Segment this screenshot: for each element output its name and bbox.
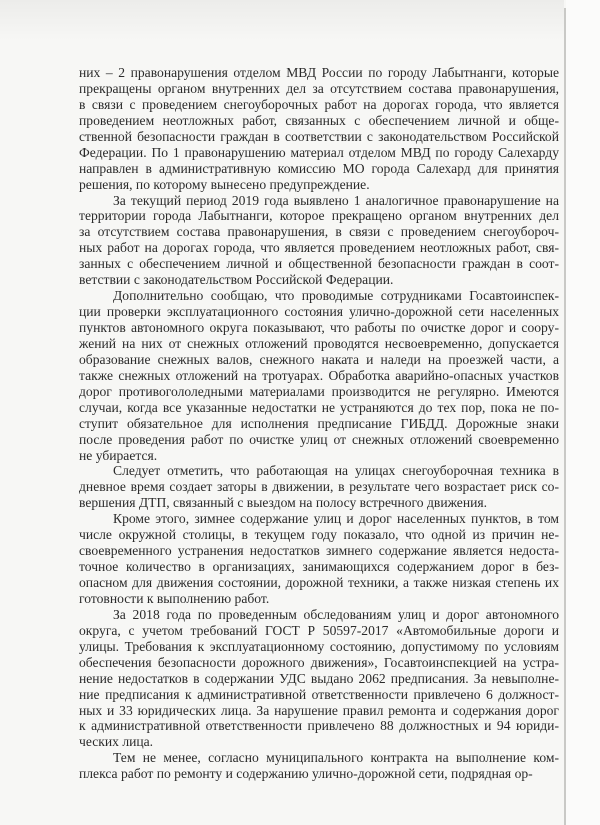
- text-line: ственной безопасности граждан в соответствии с законодательством Российской: [79, 128, 559, 144]
- text-line: Кроме этого, зимнее содержание улиц и дорог населенных пунктов, в том: [113, 511, 559, 527]
- text-line: направлен в административную комиссию МО города Салехард для принятия: [79, 160, 559, 176]
- text-line: опасном для движения состоянии, дорожной техники, а также низкая степень их: [79, 575, 559, 590]
- paragraph: [79, 65, 559, 193]
- text-line: них – 2 правонарушения отделом МВД России по городу Лабытнанги, которые: [79, 65, 559, 80]
- text-line: в связи с проведением снегоуборочных работ на дорогах города, что является: [79, 96, 559, 112]
- text-line: вершения ДТП, связанный с выездом на полосу встречного движения.: [79, 495, 488, 511]
- scan-background-right: [566, 0, 600, 825]
- text-line: ции проверки эксплуатационного состояния улично-дорожной сети населенных: [79, 304, 559, 320]
- text-line: Следует отметить, что работающая на улицах снегоуборочная техника в: [113, 463, 559, 479]
- scan-shadow-top: [0, 0, 564, 40]
- text-line: Тем не менее, согласно муниципального контракта на выполнение ком-: [113, 750, 559, 766]
- text-line: территории города Лабытнанги, которое прекращено органом внутренних дел: [79, 208, 559, 224]
- text-line: ветствии с законодательством Российской Федерации.: [79, 272, 394, 288]
- text-line: Федерации. По 1 правонарушению материал отделом МВД по городу Салехарду: [79, 144, 559, 160]
- text-line: своевременного устранения недостатков зимнего содержание является недоста-: [79, 543, 559, 559]
- text-line: ступит обязательное для исполнения предписание ГИБДД. Дорожные знаки: [79, 415, 559, 431]
- text-line: ческих лица.: [79, 734, 154, 750]
- text-line: За 2018 года по проведенным обследованиям улиц и дорог автономного: [113, 606, 559, 622]
- text-line: к административной ответственности привлечено 88 должностных и 94 юриди-: [79, 718, 559, 734]
- text-line: пунктов автономного округа показывают, что работы по очистке дорог и соору-: [79, 320, 559, 335]
- paragraph: [79, 193, 559, 289]
- text-line: обеспечения безопасности дорожного движения», Госавтоинспекцией на устра-: [79, 654, 559, 670]
- text-line: нение недостатков в содержании УДС выдано 2062 предписания. За невыполне-: [79, 670, 559, 686]
- paragraph: [79, 607, 559, 750]
- text-line: плекса работ по ремонту и содержанию улично-дорожной сети, подрядная ор-: [79, 766, 533, 782]
- text-line: ных работ на дорогах города, что является проведением неотложных работ, свя-: [79, 240, 559, 256]
- paragraph: [79, 463, 559, 511]
- document-body: [79, 65, 559, 782]
- text-line: ных и 33 юридических лица. За нарушение правил ремонта и содержания дорог: [79, 702, 559, 718]
- text-line: улицы. Требования к эксплуатационному состоянию, допустимому по условиям: [79, 638, 559, 654]
- text-line: округа, с учетом требований ГОСТ Р 50597-2017 «Автомобильные дороги и: [79, 622, 559, 638]
- text-line: числе окружной столицы, в текущем году показало, что одной из причин не-: [79, 527, 559, 543]
- page-edge: [564, 8, 566, 825]
- text-line: За текущий период 2019 года выявлено 1 аналогичное правонарушение на: [113, 192, 559, 208]
- text-line: дневное время создает заторы в движении, в результате чего возрастает риск со-: [79, 479, 559, 495]
- text-line: решения, по которому вынесено предупреждение.: [79, 176, 370, 192]
- text-line: прекращены органом внутренних дел за отсутствием состава правонарушения,: [79, 80, 559, 96]
- text-line: не убирается.: [79, 447, 158, 463]
- paragraph: [79, 288, 559, 463]
- text-line: жений на них от снежных отложений проводятся несвоевременно, допускается: [79, 335, 559, 351]
- text-line: образование снежных валов, снежного наката и наледи на проезжей части, а: [79, 351, 559, 367]
- text-line: точное количество в организациях, занимающихся содержанием дорог в без-: [79, 559, 559, 575]
- text-line: после проведения работ по очистке улиц от снежных отложений своевременно: [79, 431, 559, 447]
- text-line: Дополнительно сообщаю, что проводимые сотрудниками Госавтоинспек-: [113, 288, 559, 304]
- text-line: также снежных отложений на тротуарах. Обработка аварийно-опасных участков: [79, 367, 559, 383]
- text-line: занных с обеспечением личной и общественной безопасности граждан в соот-: [79, 256, 559, 272]
- paragraph: [79, 750, 559, 782]
- paragraph: [79, 511, 559, 607]
- text-line: дорог противогололедными материалами производится не регулярно. Имеются: [79, 383, 559, 399]
- text-line: готовности к выполнению работ.: [79, 590, 270, 606]
- text-line: за отсутствием состава правонарушения, в связи с проведением снегоубороч-: [79, 224, 559, 240]
- text-line: случаи, когда все указанные недостатки не устраняются до тех пор, пока не по-: [79, 399, 559, 415]
- text-line: ние предписания к административной ответственности привлечено 6 должност-: [79, 686, 559, 702]
- text-line: проведением неотложных работ, связанных с обеспечением личной и обще-: [79, 112, 559, 128]
